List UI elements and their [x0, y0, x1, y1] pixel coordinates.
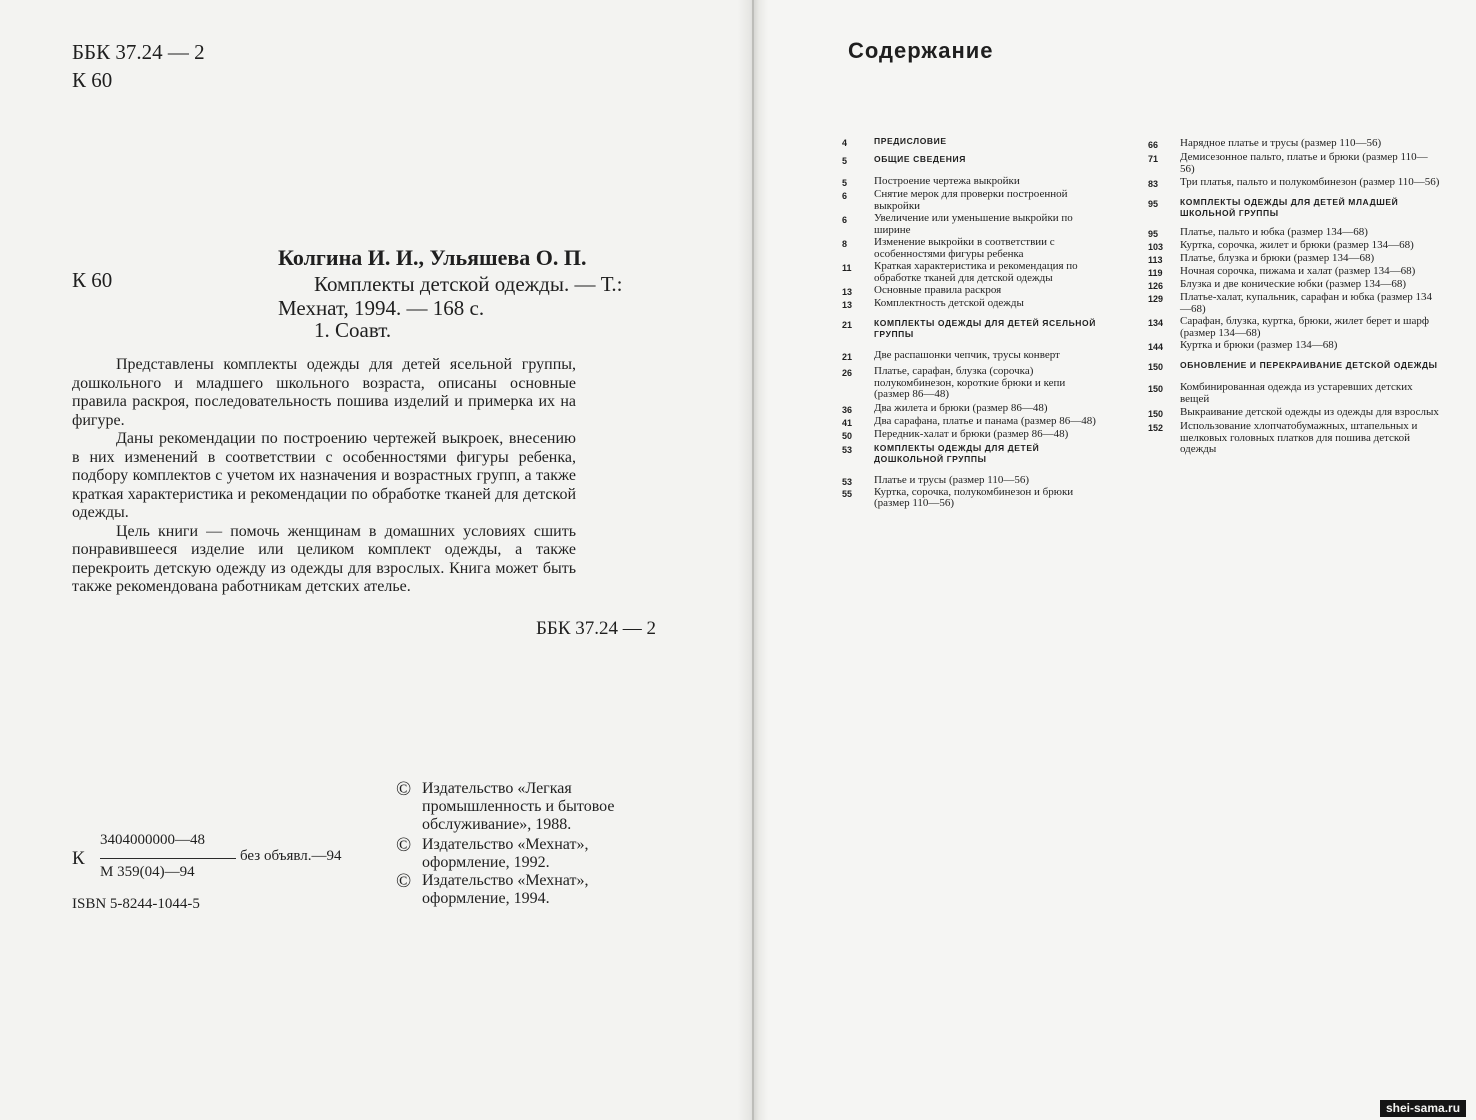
toc-entry-title: КОМПЛЕКТЫ ОДЕЖДЫ ДЛЯ ДЕТЕЙ ЯСЕЛЬНОЙ ГРУППЫ — [874, 318, 1096, 339]
toc-entry — [1148, 421, 1440, 456]
abstract-paragraph: Даны рекомендации по построению чертежей выкроек, внесению в них изменений в соответствии с особенностями фигуры ребенка, подбору комплектов с учетом их назначения и возрастных групп, а также краткая характеристика и рекомендации по обработке тканей для детской одежды. — [72, 430, 576, 521]
toc-page-number: 5 — [842, 178, 848, 188]
site-watermark: shei-sama.ru — [1380, 1100, 1466, 1117]
toc-page-number: 6 — [842, 191, 848, 201]
toc-entry — [1148, 407, 1440, 419]
toc-page-number: 21 — [842, 320, 853, 330]
toc-entry — [1148, 316, 1440, 339]
abstract-paragraph: Представлены комплекты одежды для детей ясельной группы, дошкольного и младшего школьного возраста, описаны основные правила раскроя, последовательность пошива изделий и примерка их на фигуре. — [72, 356, 576, 429]
toc-entry-title: Два жилета и брюки (размер 86—48) — [874, 401, 1048, 414]
code-fraction-line — [100, 858, 236, 859]
toc-entry-title: Два сарафана, платье и панама (размер 86—48) — [874, 414, 1096, 427]
bbk-code-bottom: ББК 37.24 — 2 — [536, 618, 656, 639]
copyright-icon: © — [396, 834, 412, 856]
toc-entry-title: Основные правила раскроя — [874, 284, 1002, 296]
toc-entry — [842, 429, 1102, 441]
toc-page-number: 11 — [842, 263, 852, 273]
toc-column-left — [842, 136, 1102, 510]
author-mark-card: К 60 — [72, 268, 113, 292]
toc-page-number: 150 — [1148, 409, 1164, 419]
toc-entry-title: Увеличение или уменьшение выкройки по ширине — [874, 212, 1073, 236]
abstract — [72, 356, 576, 597]
toc-entry-title: Комплектность детской одежды — [874, 297, 1024, 309]
toc-entry-title: Куртка, сорочка, полукомбинезон и брюки (размер 110—56) — [874, 485, 1074, 509]
toc-entry-title: Краткая характеристика и рекомендация по обработке тканей для детской одежды — [874, 260, 1078, 284]
toc-entry — [1148, 152, 1440, 175]
toc-entry — [842, 261, 1102, 284]
toc-entry — [1148, 227, 1440, 239]
toc-page-number: 144 — [1148, 342, 1164, 352]
copyright-icon: © — [396, 870, 412, 892]
toc-entry — [842, 237, 1102, 260]
toc-entry-title: ОБНОВЛЕНИЕ И ПЕРЕКРАИВАНИЕ ДЕТСКОЙ ОДЕЖДЫ — [1180, 360, 1438, 370]
toc-entry-title: Нарядное платье и трусы (размер 110—56) — [1180, 137, 1382, 149]
toc-entry-title: КОМПЛЕКТЫ ОДЕЖДЫ ДЛЯ ДЕТЕЙ ДОШКОЛЬНОЙ ГРУППЫ — [874, 442, 1040, 464]
toc-entry-title: Платье и трусы (размер 110—56) — [874, 473, 1030, 486]
copyright-notice — [396, 836, 658, 872]
toc-entry — [842, 213, 1102, 236]
toc-page-number: 13 — [842, 300, 853, 310]
toc-section-heading — [842, 136, 1102, 148]
toc-page-number: 26 — [842, 368, 853, 378]
toc-page-number: 53 — [842, 444, 853, 455]
toc-entry-title: Куртка, сорочка, жилет и брюки (размер 134—68) — [1180, 239, 1414, 251]
abstract-paragraph: Цель книги — помочь женщинам в домашних условиях сшить понравившееся изделие или целиком комплект одежды, а также перекроить детскую одежду из одежды для взрослых. Книга может быть также рекомендована работникам детских ателье. — [72, 522, 576, 595]
code-denominator: М 359(04)—94 — [100, 864, 195, 880]
code-suffix: без объявл.—94 — [240, 848, 342, 864]
toc-entry-title: Комбинированная одежда из устаревших детских вещей — [1180, 381, 1413, 405]
copyright-notice — [396, 872, 658, 908]
toc-entry-title: ОБЩИЕ СВЕДЕНИЯ — [874, 154, 966, 164]
toc-page-number: 150 — [1148, 384, 1164, 394]
toc-page-number: 152 — [1148, 423, 1164, 433]
toc-entry — [1148, 279, 1440, 291]
toc-entry-title: Две распашонки чепчик, трусы конверт — [874, 349, 1060, 361]
toc-entry — [1148, 266, 1440, 278]
toc-entry — [842, 416, 1102, 428]
toc-page-number: 71 — [1148, 154, 1159, 164]
copyright-text: Издательство «Легкая промышленность и бытовое обслуживание», 1988. — [422, 780, 615, 833]
copyright-icon: © — [396, 778, 412, 800]
toc-page-number: 119 — [1148, 268, 1163, 278]
toc-entry-title: Использование хлопчатобумажных, штапельных и шелковых головных платков для пошива детской одежды — [1180, 420, 1418, 455]
toc-entry-title: Изменение выкройки в соответствии с особенностями фигуры ребенка — [874, 236, 1055, 260]
toc-entry — [1148, 138, 1440, 150]
copyright-notice — [396, 780, 658, 834]
copyright-text: Издательство «Мехнат», оформление, 1994. — [422, 872, 589, 907]
toc-page-number: 6 — [842, 215, 848, 225]
toc-entry-title: Ночная сорочка, пижама и халат (размер 134—68) — [1180, 265, 1416, 277]
toc-section-heading — [1148, 360, 1440, 372]
toc-entry-title: Построение чертежа выкройки — [874, 175, 1020, 187]
toc-section-heading — [1148, 197, 1440, 219]
toc-page-number: 103 — [1148, 242, 1164, 252]
toc-entry-title: КОМПЛЕКТЫ ОДЕЖДЫ ДЛЯ ДЕТЕЙ МЛАДШЕЙ ШКОЛЬНОЙ ГРУППЫ — [1180, 197, 1399, 218]
toc-section-heading — [842, 318, 1102, 340]
toc-column-right — [1148, 138, 1440, 456]
toc-entry — [1148, 292, 1440, 315]
toc-page-number: 83 — [1148, 179, 1159, 189]
author-mark-top: К 60 — [72, 68, 113, 92]
toc-page-number: 113 — [1148, 255, 1163, 265]
toc-page-number: 134 — [1148, 318, 1164, 328]
toc-entry-title: Платье-халат, купальник, сарафан и юбка (размер 134—68) — [1180, 291, 1432, 315]
toc-entry-title: Демисезонное пальто, платье и брюки (размер 110—56) — [1180, 151, 1428, 175]
publisher-line: Мехнат, 1994. — 168 с. — [278, 296, 485, 320]
isbn: ISBN 5-8244-1044-5 — [72, 896, 200, 912]
toc-page-number: 4 — [842, 138, 848, 148]
toc-page-number: 5 — [842, 156, 848, 166]
toc-entry — [1148, 177, 1440, 189]
toc-page-number: 55 — [842, 488, 853, 499]
toc-entry — [842, 285, 1102, 297]
toc-page-number: 95 — [1148, 229, 1159, 239]
toc-page-number: 129 — [1148, 294, 1164, 304]
toc-entry-title: Выкраивание детской одежды из одежды для взрослых — [1180, 406, 1439, 418]
toc-page-number: 95 — [1148, 199, 1159, 209]
toc-page-number: 150 — [1148, 362, 1164, 372]
toc-entry — [1148, 382, 1440, 405]
toc-entry — [842, 403, 1102, 415]
toc-title: Содержание — [848, 38, 994, 63]
gutter-fold-line — [752, 0, 754, 1120]
toc-entry-title: Сарафан, блузка, куртка, брюки, жилет берет и шарф (размер 134—68) — [1180, 315, 1429, 339]
toc-entry-title: Платье, сарафан, блузка (сорочка) полукомбинезон, короткие брюки и кепи (размер 86—48) — [874, 365, 1066, 400]
toc-entry — [842, 487, 1102, 510]
toc-entry-title: Снятие мерок для проверки построенной выкройки — [874, 188, 1068, 212]
toc-entry-title: Передник-халат и брюки (размер 86—48) — [874, 427, 1069, 440]
toc-entry — [1148, 240, 1440, 252]
toc-entry — [1148, 253, 1440, 265]
toc-entry-title: Блузка и две конические юбки (размер 134—68) — [1180, 278, 1407, 290]
toc-entry-title: Платье, блузка и брюки (размер 134—68) — [1180, 252, 1375, 264]
toc-page-number: 50 — [842, 430, 853, 441]
toc-entry — [842, 350, 1102, 362]
toc-entry — [842, 189, 1102, 212]
toc-entry-title: ПРЕДИСЛОВИЕ — [874, 136, 947, 146]
toc-section-heading — [842, 443, 1102, 465]
toc-page-number: 53 — [842, 476, 853, 487]
bbk-code-top: ББК 37.24 — 2 — [72, 40, 205, 64]
toc-page-number: 126 — [1148, 281, 1164, 291]
toc-entry — [842, 366, 1102, 401]
toc-entry-title: Три платья, пальто и полукомбинезон (размер 110—56) — [1180, 176, 1440, 188]
authors: Колгина И. И., Ульяшева О. П. — [278, 245, 587, 270]
toc-page-number: 66 — [1148, 140, 1159, 150]
toc-page-number: 36 — [842, 404, 853, 415]
code-numerator: 3404000000—48 — [100, 832, 205, 848]
toc-page-number: 41 — [842, 417, 853, 428]
book-title-line: Комплекты детской одежды. — Т.: — [314, 272, 623, 296]
toc-entry — [842, 475, 1102, 487]
copyright-text: Издательство «Мехнат», оформление, 1992. — [422, 836, 589, 871]
toc-entry-title: Куртка и брюки (размер 134—68) — [1180, 339, 1338, 351]
toc-section-heading — [842, 154, 1102, 166]
toc-page-number: 13 — [842, 287, 853, 297]
toc-entry-title: Платье, пальто и юбка (размер 134—68) — [1180, 226, 1368, 238]
toc-entry — [842, 298, 1102, 310]
toc-page-number: 21 — [842, 352, 853, 362]
code-letter: К — [72, 848, 85, 869]
toc-entry — [842, 176, 1102, 188]
toc-page-number: 8 — [842, 239, 848, 249]
coauthor-line: 1. Соавт. — [314, 318, 392, 342]
toc-entry — [1148, 340, 1440, 352]
